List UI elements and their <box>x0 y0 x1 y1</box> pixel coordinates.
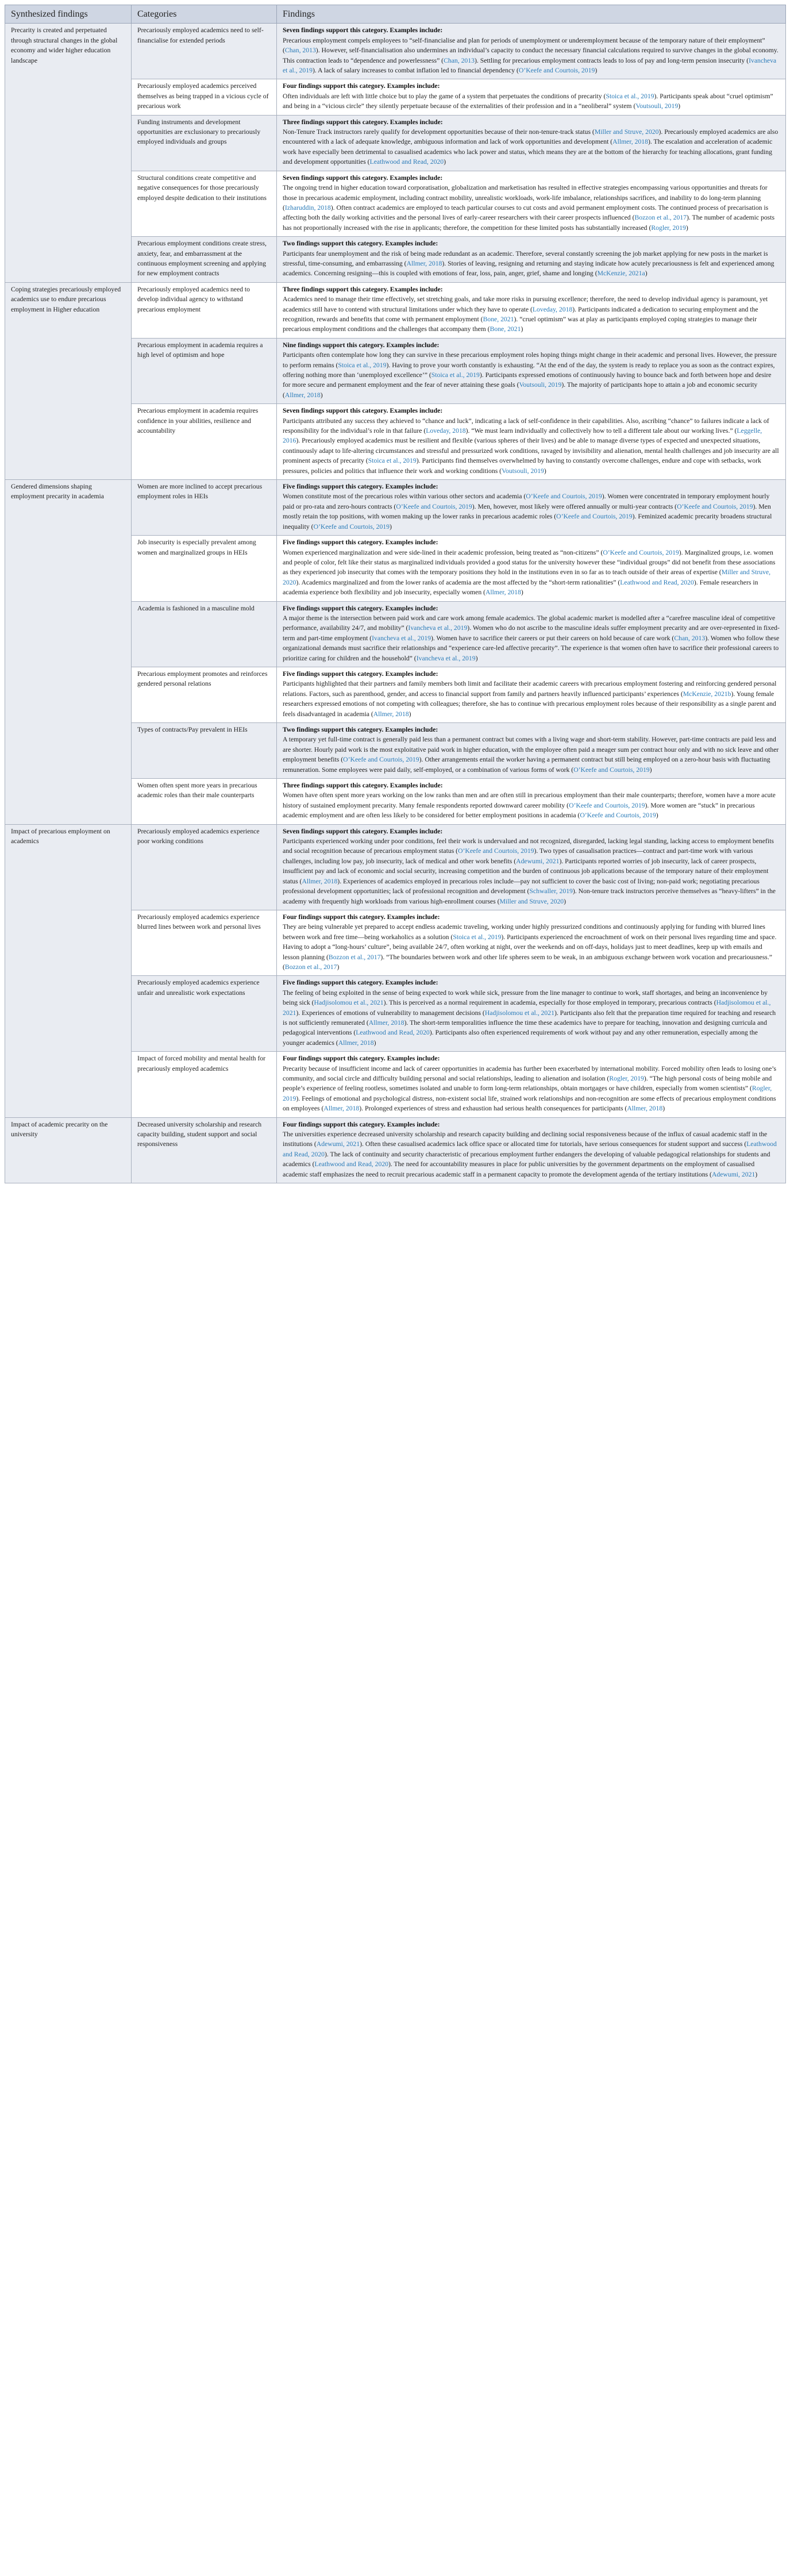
findings-text-segment: ) <box>662 1105 665 1113</box>
citation-link[interactable]: Ivancheva et al., 2019 <box>408 624 468 632</box>
findings-text-segment: ) <box>678 102 681 110</box>
findings-text-segment: ). The lack of continuity and security characteristic of precarious employment further endangers the developing of valuable pedagogical relationships for students and academics ( <box>283 1150 770 1168</box>
findings-cell <box>277 404 786 480</box>
findings-text-segment: ). Women were concentrated in temporary employment hourly paid or pro-rata and zero-hours contracts ( <box>283 493 770 510</box>
findings-text-segment: ). “The boundaries between work and other life spheres seem to be weak, in an ambiguous exchange between work vocation and precariousness.” ( <box>283 953 772 971</box>
findings-text-segment: ). Women have to sacrifice their careers or put their careers on hold because of care work ( <box>431 634 675 642</box>
table-body <box>5 24 786 1183</box>
findings-text-segment: Women constitute most of the precarious roles within various other sectors and academia ( <box>283 493 526 501</box>
table-row <box>5 824 786 910</box>
category-cell: Funding instruments and development opportunities are exclusionary to precariously employed individuals and groups <box>132 115 277 171</box>
citation-link[interactable]: Allmer, 2018 <box>323 1105 360 1113</box>
col-header-findings: Findings <box>277 5 786 24</box>
synthesized-finding-cell: Gendered dimensions shaping employment precarity in academia <box>5 480 132 825</box>
category-cell: Precariously employed academics experience blurred lines between work and personal lives <box>132 910 277 975</box>
findings-count-heading: Five findings support this category. Examples include: <box>283 604 438 612</box>
citation-link[interactable]: O’Keefe and Courtois, 2019 <box>677 502 753 510</box>
citation-link[interactable]: O’Keefe and Courtois, 2019 <box>526 493 602 501</box>
citation-link[interactable]: Voutsouli, 2019 <box>635 102 679 110</box>
category-cell: Impact of forced mobility and mental health for precariously employed academics <box>132 1052 277 1117</box>
findings-text <box>283 548 780 598</box>
findings-count-heading: Five findings support this category. Examples include: <box>283 979 438 987</box>
findings-text-segment: ). Participants find themselves overwhelmed by having to constantly overcome challenges, endure and cope with setbacks, work pressures, policies and politics that influence their work and working conditions ( <box>283 457 761 475</box>
findings-text-segment: ). Participants experienced the encroachment of work on their personal lives regarding time and space. Having to adopt a “long-hours’ culture”, being available 24/7, often working at night, over the weekends and on off-days, holidays just to meet deadlines, keep up with emails and lesson planning ( <box>283 933 777 961</box>
citation-link[interactable]: Hadjisolomou et al., 2021 <box>283 999 771 1017</box>
findings-text <box>283 91 780 112</box>
findings-count-heading: Two findings support this category. Examples include: <box>283 726 438 733</box>
findings-cell <box>277 24 786 79</box>
findings-text-segment: Participants highlighted that their partners and family members both limit and facilitate their academic careers with precarious employment fostering and reinforcing gendered personal relations. Factors, such as parenthood, gender, and access to financial support from family and partners heavily influenced participants’ experiences ( <box>283 680 777 698</box>
findings-text-segment: Academics need to manage their time effectively, set stretching goals, and take more risks in pursuing excellence; therefore, the need to develop individual agency is paramount, yet academics still have to contend with structural limitations under which they have to operate ( <box>283 295 768 313</box>
findings-text-segment: Participants fear unemployment and the risk of being made redundant as an academic. Therefore, several constantly screening the job market applying for new posts in the market is stressful, time-consuming, and embarrassing ( <box>283 249 768 267</box>
citation-link[interactable]: Chan, 2013 <box>674 634 706 642</box>
findings-cell <box>277 79 786 115</box>
findings-text-segment: ). “The high personal costs of being mobile and people’s experience of feeling rootless, sometimes isolated and unable to form long-term relationships, obtain mortgages or have children, especially from women scientists” ( <box>283 1075 772 1093</box>
citation-link[interactable]: Allmer, 2018 <box>485 589 521 597</box>
citation-link[interactable]: Leathwood and Read, 2020 <box>369 158 444 166</box>
citation-link[interactable]: Voutsouli, 2019 <box>502 467 544 475</box>
findings-text-segment: ). Feelings of emotional and psychological distress, non-existent social life, strained work relationships and non-recognition are some effects of precarious employment conditions on employees ( <box>283 1094 776 1113</box>
synthesized-finding-cell: Impact of precarious employment on academics <box>5 824 132 1117</box>
findings-text-segment: ). Stories of leaving, resigning and returning and staying indicate how acutely precariousness is felt and experienced among academics. Concerning resigning—this is coupled with emotions of fear, loss, pain, anger, grief, shame and longing ( <box>283 259 774 278</box>
findings-text-segment: ). A lack of salary increases to combat inflation led to financial dependency ( <box>312 67 519 75</box>
citation-link[interactable]: Allmer, 2018 <box>368 1018 404 1026</box>
findings-text-segment: Precarious employment compels employees to “self-financialise and plan for periods of unemployment or underemployment because of the temporary nature of their employment” ( <box>283 36 765 55</box>
citation-link[interactable]: O’Keefe and Courtois, 2019 <box>556 513 633 521</box>
findings-text-segment: ). Prolonged experiences of stress and exhaustion had serious health consequences for participants ( <box>359 1105 627 1113</box>
findings-text-segment: ). Participants also often experienced requirements of work without pay and any other remuneration, especially among the younger academics ( <box>283 1029 758 1047</box>
category-cell: Precarious employment conditions create stress, anxiety, fear, and embarrassment at the continuous employment screening and applying for new employment contracts <box>132 237 277 283</box>
findings-cell <box>277 779 786 825</box>
citation-link[interactable]: Stoica et al., 2019 <box>431 371 480 379</box>
citation-link[interactable]: Chan, 2013 <box>444 56 475 64</box>
header-row <box>5 5 786 24</box>
findings-cell <box>277 338 786 403</box>
citation-link[interactable]: Allmer, 2018 <box>612 138 648 146</box>
citation-link[interactable]: O’Keefe and Courtois, 2019 <box>458 847 534 855</box>
citation-link[interactable]: Miller and Struve, 2020 <box>499 897 564 905</box>
findings-cell <box>277 171 786 236</box>
citation-link[interactable]: Hadjisolomou et al., 2021 <box>484 1009 554 1017</box>
findings-cell <box>277 667 786 722</box>
citation-link[interactable]: Allmer, 2018 <box>338 1039 374 1047</box>
findings-text-segment: ). However, self-financialisation also undermines an individual’s capacity to conduct the necessary financial calculations required to survive changes in the global economy. This contraction leads to “dependence and powerlessness” ( <box>283 47 779 64</box>
category-cell: Precarious employment in academia requires confidence in your abilities, resilience and accountability <box>132 404 277 480</box>
citation-link[interactable]: Miller and Struve, 2020 <box>594 128 659 136</box>
citation-link[interactable]: Stoica et al., 2019 <box>606 92 654 100</box>
findings-text-segment: ). Women who follow these organizational demands must sacrifice their relationships and “experience care-led affective precarity”. The experience is that women often have to sacrifice their professional careers to prioritize caring for children and the household” ( <box>283 634 780 662</box>
findings-text <box>283 836 780 906</box>
category-cell: Job insecurity is especially prevalent among women and marginalized groups in HEIs <box>132 536 277 601</box>
citation-link[interactable]: Chan, 2013 <box>284 47 316 55</box>
findings-text-segment: ) <box>444 158 446 166</box>
category-cell: Precarious employment promotes and reinforces gendered personal relations <box>132 667 277 722</box>
table-row <box>5 24 786 79</box>
findings-text-segment: ). Settling for precarious employment contracts leads to loss of pay and long-term pension insecurity ( <box>474 56 749 64</box>
category-cell: Decreased university scholarship and research capacity building, student support and social responsiveness <box>132 1117 277 1183</box>
findings-text-segment: ) <box>320 391 323 399</box>
col-header-categories: Categories <box>132 5 277 24</box>
synthesized-finding-cell: Impact of academic precarity on the university <box>5 1117 132 1183</box>
findings-count-heading: Three findings support this category. Examples include: <box>283 285 443 293</box>
findings-text-segment: ). Participants also felt that the preparation time required for teaching and research is not sufficiently remunerated ( <box>283 1009 776 1026</box>
table-row <box>5 1117 786 1183</box>
citation-link[interactable]: Adewumi, 2021 <box>711 1170 756 1178</box>
findings-text <box>283 922 780 972</box>
citation-link[interactable]: O’Keefe and Courtois, 2019 <box>313 522 390 530</box>
findings-text-segment: ). Women who do not ascribe to the masculine ideals suffer employment precarity and are over-represented in fixed-term and part-time employment ( <box>283 624 780 642</box>
findings-text-segment: ). The short-term temporalities influence the time these academics have to prepare for teaching, innovation and designing curricula and pedagogical interventions ( <box>283 1018 767 1037</box>
findings-text-segment: ). Precariously employed academics must be resilient and flexible (various spheres of their lives) and be able to manage diverse types of expected and unexpected situations, continuously adapt to life-altering circumstances and stressful and pressurized work conditions, ravaged by invisibility and alienation, mental health challenges and job insecurity are all prominent aspects of precarity ( <box>283 437 779 465</box>
findings-count-heading: Seven findings support this category. Examples include: <box>283 827 443 835</box>
citation-link[interactable]: Leathwood and Read, 2020 <box>356 1029 430 1037</box>
synthesized-finding-cell: Coping strategies precariously employed academics use to endure precarious employment in Higher education <box>5 282 132 479</box>
citation-link[interactable]: Allmer, 2018 <box>284 391 321 399</box>
citation-link[interactable]: McKenzie, 2021a <box>597 270 645 278</box>
findings-cell <box>277 115 786 171</box>
citation-link[interactable]: Allmer, 2018 <box>373 710 409 718</box>
table-row <box>5 282 786 338</box>
citation-link[interactable]: Loveday, 2018 <box>532 305 573 313</box>
citation-link[interactable]: O’Keefe and Courtois, 2019 <box>518 67 595 75</box>
synthesized-finding-cell: Precarity is created and perpetuated through structural changes in the global economy and wider higher education landscape <box>5 24 132 282</box>
citation-link[interactable]: Stoica et al., 2019 <box>368 457 417 465</box>
citation-link[interactable]: Adewumi, 2021 <box>316 1140 360 1148</box>
findings-text-segment: ). Precariously employed academics are also encountered with a lack of adequate knowledge, ambiguous information and lack of work opportunities and development ( <box>283 128 779 146</box>
findings-text-segment: ) <box>337 963 340 971</box>
table-header <box>5 5 786 24</box>
findings-text-segment: ). Men, however, most likely were offered annually or multi-year contracts ( <box>472 502 677 510</box>
category-cell: Precariously employed academics experience poor working conditions <box>132 824 277 910</box>
citation-link[interactable]: Miller and Struve, 2020 <box>283 568 771 586</box>
findings-text <box>283 127 780 167</box>
findings-text-segment: Non-Tenure Track instructors rarely qualify for development opportunities because of their non-tenure-track status ( <box>283 128 595 136</box>
findings-text-segment: ) <box>521 325 523 333</box>
citation-link[interactable]: O’Keefe and Courtois, 2019 <box>580 812 656 820</box>
findings-text-segment: The feeling of being exploited in the sense of being expected to work while sick, pressure from the line manager to continue to work, staff shortages, and being an inconvenience by being sick ( <box>283 989 768 1007</box>
findings-text <box>283 249 780 279</box>
findings-text-segment: ). Female researchers in academia experience both flexibility and job insecurity, especially women ( <box>283 578 758 597</box>
citation-link[interactable]: Allmer, 2018 <box>302 877 338 885</box>
findings-text-segment: ). Participants indicated a dedication to securing employment and the recognition, rewards and benefits that come with permanent employment ( <box>283 305 758 323</box>
findings-count-heading: Four findings support this category. Examples include: <box>283 1120 440 1128</box>
findings-text-segment: ) <box>521 589 523 597</box>
citation-link[interactable]: McKenzie, 2021b <box>683 690 731 698</box>
category-cell: Precariously employed academics experience unfair and unrealistic work expectations <box>132 976 277 1052</box>
findings-text <box>283 36 780 76</box>
col-header-synthesized-findings: Synthesized findings <box>5 5 132 24</box>
findings-text <box>283 790 780 820</box>
findings-text-segment: ) <box>685 224 688 232</box>
findings-text-segment: The ongoing trend in higher education toward corporatisation, globalization and marketisation has resulted in effective strategies encompassing various opportunities and threats for those in precarious academic employment, including contract mobility, unrealistic workloads, work-life imbalance, relationships sacrifices, and inability to do long-term planning ( <box>283 184 768 212</box>
category-cell: Precarious employment in academia requires a high level of optimism and hope <box>132 338 277 403</box>
findings-count-heading: Four findings support this category. Examples include: <box>283 82 440 90</box>
findings-text-segment: ) <box>755 1170 758 1178</box>
citation-link[interactable]: Bozzon et al., 2017 <box>634 214 687 222</box>
findings-table <box>5 5 786 1183</box>
findings-text-segment: ) <box>564 897 567 905</box>
findings-text-segment: Women experienced marginalization and were side-lined in their academic profession, being treated as “non-citizens” ( <box>283 548 603 556</box>
findings-text-segment: ). Marginalized groups, i.e. women and people of color, felt like their status as marginalized individuals provided a good status for the university however these “individual groups” did not benefit from these associations as they experienced job insecurity that comes with the temporary positions they hold in the institutions even in so far as to teach outside of their areas of expertise ( <box>283 548 776 576</box>
category-cell: Women often spent more years in precarious academic roles than their male counterparts <box>132 779 277 825</box>
category-cell: Structural conditions create competitive and negative consequences for those precariously employed despite dedication to their institutions <box>132 171 277 236</box>
findings-text-segment: They are being vulnerable yet prepared to accept endless academic traveling, working under highly pressurized conditions and continuously applying for funding with blurred lines between work and free time—being workaholics as a solution ( <box>283 923 765 941</box>
findings-count-heading: Seven findings support this category. Examples include: <box>283 174 443 182</box>
category-cell: Precariously employed academics perceived themselves as being trapped in a vicious cycle of precarious work <box>132 79 277 115</box>
findings-text-segment: ) <box>475 654 478 662</box>
citation-link[interactable]: O’Keefe and Courtois, 2019 <box>396 502 472 510</box>
findings-text-segment: The universities experience decreased university scholarship and research capacity building and declining social responsiveness because of the influx of casual academic staff in the institutions ( <box>283 1131 768 1148</box>
findings-text-segment: ) <box>409 710 411 718</box>
category-cell: Academia is fashioned in a masculine mold <box>132 601 277 667</box>
findings-text <box>283 183 780 233</box>
citation-link[interactable]: Adewumi, 2021 <box>516 857 560 865</box>
findings-cell <box>277 480 786 536</box>
citation-link[interactable]: Leathwood and Read, 2020 <box>283 1140 777 1158</box>
citation-link[interactable]: O’Keefe and Courtois, 2019 <box>343 756 419 764</box>
findings-text-segment: ). Experiences of emotions of vulnerability to management decisions ( <box>296 1009 485 1017</box>
findings-count-heading: Four findings support this category. Examples include: <box>283 1055 440 1063</box>
findings-text-segment: A temporary yet full-time contract is generally paid less than a permanent contract but comes with a living wage and short-term stability. However, part-time contracts are paid less and are shorter. Hourly paid work is the most exploitative paid work in higher education, with the employee often paid a meager sum per contract hour only and with no sick leave and other employment benefits ( <box>283 736 779 764</box>
citation-link[interactable]: Izharuddin, 2018 <box>284 203 331 212</box>
category-cell: Precariously employed academics need to self-financialise for extended periods <box>132 24 277 79</box>
findings-text-segment: ). “cruel optimism” was at play as participants employed coping strategies to manage their precarious employment conditions and the challenges that accompany them ( <box>283 315 757 333</box>
category-cell: Precariously employed academics need to develop individual agency to withstand precarious employment <box>132 282 277 338</box>
findings-text-segment: ). Other arrangements entail the worker having a permanent contract but still being employed on a zero-hour basis with fluctuating remuneration. Some employees were paid daily, self-employed, or a combination of various forms of work ( <box>283 756 770 774</box>
citation-link[interactable]: Ivancheva et al., 2019 <box>416 654 476 662</box>
findings-text-segment: ) <box>656 812 658 820</box>
findings-text-segment: Precarity because of insufficient income and lack of career opportunities in academia has further been exacerbated by international mobility. Forced mobility often leads to losing one’s community, and social circle and difficulty building personal and social relationships, leading to alienation and isolation ( <box>283 1064 777 1082</box>
findings-text-segment: Participants attributed any success they achieved to “chance and luck”, indicating a lack of self-confidence in their capabilities. Also, ascribing “chance” to failures indicate a lack of responsibility for the individual’s role in that failure ( <box>283 417 769 435</box>
findings-cell <box>277 601 786 667</box>
findings-text-segment: ). Feminized academic precarity broadens structural inequality ( <box>283 513 772 530</box>
findings-text-segment: ) <box>595 67 598 75</box>
findings-count-heading: Seven findings support this category. Examples include: <box>283 26 443 34</box>
findings-cell <box>277 282 786 338</box>
citation-link[interactable]: Rogler, 2019 <box>283 1085 772 1102</box>
findings-text <box>283 1064 780 1114</box>
findings-count-heading: Nine findings support this category. Examples include: <box>283 341 440 349</box>
citation-link[interactable]: Voutsouli, 2019 <box>519 381 562 389</box>
findings-text-segment: ). The need for accountability measures in place for public universities by the government departments on the employment of casualised academic staff emphasizes the need to recruit precarious academic staff in a permanent capacity to promote the development agenda of the tertiary institutions ( <box>283 1160 755 1178</box>
findings-cell <box>277 1117 786 1183</box>
findings-text <box>283 416 780 476</box>
findings-count-heading: Four findings support this category. Examples include: <box>283 913 440 921</box>
findings-text-segment: ) <box>373 1039 376 1047</box>
findings-text-segment: Women have often spent more years working on the low ranks than men and are often still in precarious employment than their male counterparts; therefore, women have a more acute history of sustained employment precarity. Many female respondents reported downward career mobility ( <box>283 791 776 809</box>
findings-text-segment: ). Participants speak about “cruel optimism” and being in a “vicious circle” they silently perpetuate because of the externalities of their profession and in a “neoliberal” system ( <box>283 92 773 110</box>
findings-count-heading: Two findings support this category. Examples include: <box>283 240 438 248</box>
citation-link[interactable]: Stoica et al., 2019 <box>453 933 502 941</box>
findings-text-segment: ). Having to prove your worth constantly is exhausting. “At the end of the day, the system is ready to replace you as soon as the contract expires, offering nothing more than ‘unemployed excellence’” ( <box>283 361 775 379</box>
findings-text-segment: ). Participants reported worries of job insecurity, lack of career prospects, insufficient pay and lack of economic and social security, increasing competition and the burden of continuous job applications because of the temporary nature of their employment status ( <box>283 857 769 885</box>
findings-cell <box>277 536 786 601</box>
findings-text <box>283 294 780 335</box>
findings-text-segment: Participants often contemplate how long they can survive in these precarious employment roles hoping things might change in their academic and personal lives. However, the pressure to perform remains ( <box>283 351 777 369</box>
findings-text <box>283 350 780 400</box>
citation-link[interactable]: Bone, 2021 <box>490 325 521 333</box>
findings-text-segment: ) <box>544 467 546 475</box>
findings-text-segment: ). Men mostly retain the top positions, with women making up the lower ranks in precarious academic roles ( <box>283 502 771 521</box>
citation-link[interactable]: Rogler, 2019 <box>609 1075 644 1082</box>
findings-text-segment: A major theme is the intersection between paid work and care work among female academics. The global academic market is modelled after a “carefree masculine ideal of competitive performance, availability 24/7, and mobility” ( <box>283 614 776 632</box>
findings-text-segment: ). Experiences of academics employed in precarious roles include—pay not sufficient to cover the basic cost of living; non-paid work; negotiating precarious professional development opportunities; lack of professional recognition and development ( <box>283 877 760 895</box>
findings-cell <box>277 1052 786 1117</box>
findings-count-heading: Seven findings support this category. Examples include: <box>283 407 443 415</box>
findings-text <box>283 1129 780 1179</box>
citation-link[interactable]: Rogler, 2019 <box>651 224 686 232</box>
findings-text-segment: ). This is perceived as a normal requirement in academia, especially for those employed in temporary, precarious contracts ( <box>383 999 716 1007</box>
findings-text-segment: ). “We must learn individually and collectively how to tell a different tale about our working lives.” ( <box>465 427 737 435</box>
citation-link[interactable]: O’Keefe and Courtois, 2019 <box>569 801 645 809</box>
findings-text-segment: ). Participants expressed emotions of continuously having to bounce back and forth between hope and desire for more secure and permanent employment and the fear of never attaining these goals ( <box>283 371 772 389</box>
findings-count-heading: Five findings support this category. Examples include: <box>283 670 438 678</box>
findings-text-segment: ) <box>645 270 648 278</box>
citation-link[interactable]: Leathwood and Read, 2020 <box>314 1160 389 1168</box>
findings-text-segment: ). Two types of casualisation practices—contract and part-time work with various challenges, including low pay, job insecurity, lack of medical and other work benefits ( <box>283 847 753 865</box>
citation-link[interactable]: Hadjisolomou et al., 2021 <box>314 999 384 1007</box>
category-cell: Women are more inclined to accept precarious employment roles in HEIs <box>132 480 277 536</box>
table-row <box>5 480 786 536</box>
citation-link[interactable]: Bone, 2021 <box>483 315 514 323</box>
citation-link[interactable]: Loveday, 2018 <box>426 427 466 435</box>
findings-text-segment: ) <box>390 522 392 530</box>
findings-text-segment: ). Often these casualised academics lack office space or allocated time for tutorials, have serious consequences for student support and success ( <box>360 1140 747 1148</box>
findings-text-segment: Participants experienced working under poor conditions, feel their work is undervalued and not recognized, disregarded, lacking legal standing, lacking access to employment benefits and social recognition because of precarious employment status ( <box>283 837 774 855</box>
citation-link[interactable]: Stoica et al., 2019 <box>338 361 387 369</box>
findings-text-segment: ). Academics marginalized and from the lower ranks of academia are the most affected by the “short-term rationalities” ( <box>296 578 621 586</box>
findings-text <box>283 735 780 775</box>
citation-link[interactable]: Bozzon et al., 2017 <box>328 953 381 961</box>
findings-text <box>283 988 780 1048</box>
citation-link[interactable]: O’Keefe and Courtois, 2019 <box>573 766 650 774</box>
citation-link[interactable]: O’Keefe and Courtois, 2019 <box>603 548 679 556</box>
findings-text <box>283 679 780 719</box>
findings-cell <box>277 910 786 975</box>
findings-cell <box>277 723 786 779</box>
findings-text <box>283 613 780 663</box>
citation-link[interactable]: Ivancheva et al., 2019 <box>283 56 777 75</box>
findings-count-heading: Five findings support this category. Examples include: <box>283 539 438 547</box>
citation-link[interactable]: Bozzon et al., 2017 <box>284 963 337 971</box>
citation-link[interactable]: Leathwood and Read, 2020 <box>620 578 694 586</box>
findings-cell <box>277 824 786 910</box>
findings-text-segment: ). The escalation and acceleration of academic work have especially been detrimental to casualised academics who lack power and status, which means they are at the bottom of the hierarchy for teaching allocations, grant funding and development opportunities ( <box>283 138 773 166</box>
findings-text-segment: Often individuals are left with little choice but to play the game of a system that perpetuates the conditions of precarity ( <box>283 92 606 100</box>
citation-link[interactable]: Allmer, 2018 <box>406 259 442 267</box>
findings-text-segment: ). Young female researchers expressed emotions of not competing with colleagues; therefore, she has to continue with precarious employment roles because of their responsibility as a single parent and feels disadvantaged in academia ( <box>283 690 776 718</box>
findings-text-segment: ). Often contract academics are employed to teach particular courses to cut costs and avoid permanent employment costs. The continued process of precarisation is affecting both the daily working activities and the personal lives of early-career researchers with their career prospects influenced ( <box>283 203 769 222</box>
findings-count-heading: Five findings support this category. Examples include: <box>283 483 438 491</box>
findings-count-heading: Three findings support this category. Examples include: <box>283 118 443 126</box>
citation-link[interactable]: Ivancheva et al., 2019 <box>372 634 431 642</box>
findings-count-heading: Three findings support this category. Examples include: <box>283 782 443 790</box>
findings-text-segment: ). More women are “stuck” in precarious academic employment and are often less likely to be considered for better employment positions in academia ( <box>283 801 755 820</box>
citation-link[interactable]: Allmer, 2018 <box>627 1105 663 1113</box>
citation-link[interactable]: Leggelle, 2016 <box>283 427 762 445</box>
findings-text-segment: ) <box>649 766 652 774</box>
findings-cell <box>277 976 786 1052</box>
findings-cell <box>277 237 786 283</box>
findings-text-segment: ). The majority of participants hope to attain a job and economic security ( <box>283 381 758 399</box>
citation-link[interactable]: Schwaller, 2019 <box>529 887 573 895</box>
findings-text-segment: ). Non-tenure track instructors perceive themselves as “heavy-lifters” in the academy with frequently high workloads from various high-enrollment courses ( <box>283 887 776 905</box>
findings-text <box>283 491 780 532</box>
category-cell: Types of contracts/Pay prevalent in HEIs <box>132 723 277 779</box>
findings-text-segment: ). The number of academic posts has not proportionally increased with the rise in applicants; therefore, the competition for these limited posts has substantially increased ( <box>283 214 775 232</box>
